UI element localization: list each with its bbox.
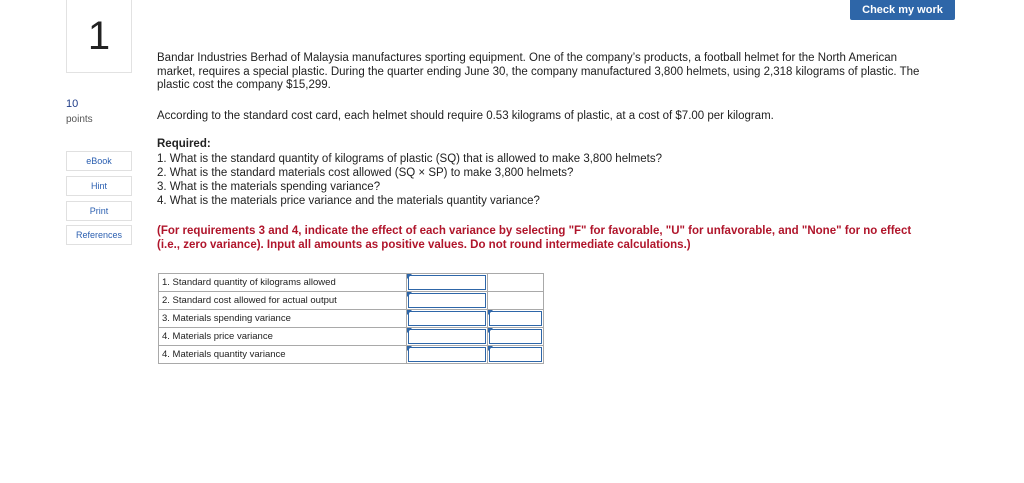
row-label: 4. Materials quantity variance: [159, 346, 407, 364]
empty-cell: [488, 292, 544, 310]
amount-input-4a[interactable]: [407, 328, 488, 346]
table-row: [159, 274, 544, 292]
input-flag-icon: [407, 274, 412, 279]
hint-button[interactable]: Hint: [66, 176, 132, 196]
points-label: points: [66, 114, 93, 125]
table-row: [159, 346, 544, 364]
effect-select-3[interactable]: [488, 310, 544, 328]
answer-table: [158, 273, 544, 364]
empty-cell: [488, 274, 544, 292]
check-my-work-button[interactable]: Check my work: [850, 0, 955, 20]
effect-select-4b[interactable]: [488, 346, 544, 364]
requirements-list: [157, 152, 662, 208]
problem-paragraph-2: According to the standard cost card, each helmet should require 0.53 kilograms of plastic, at a cost of $7.00 per kilogram.: [157, 110, 774, 122]
required-heading: Required:: [157, 138, 211, 150]
dropdown-flag-icon: [488, 310, 493, 315]
requirement-item: 1. What is the standard quantity of kilograms of plastic (SQ) that is allowed to make 3,800 helmets?: [157, 153, 662, 165]
problem-paragraph-1: Bandar Industries Berhad of Malaysia manufactures sporting equipment. One of the company’s products, a football helmet for the North American market, requires a special plastic. During the quarter ending June 30, the company manufactured 3,800 helmets, using 2,318 kilograms of plastic. The plastic cost the company $15,299.: [157, 52, 920, 91]
requirement-item: 2. What is the standard materials cost allowed (SQ × SP) to make 3,800 helmets?: [157, 167, 574, 179]
question-number: 1: [87, 13, 111, 58]
problem-text: [157, 52, 927, 93]
dropdown-flag-icon: [488, 346, 493, 351]
input-flag-icon: [407, 292, 412, 297]
input-flag-icon: [407, 346, 412, 351]
requirement-item: 4. What is the materials price variance and the materials quantity variance?: [157, 195, 540, 207]
amount-input-2[interactable]: [407, 292, 488, 310]
row-label: 2. Standard cost allowed for actual output: [159, 292, 407, 310]
instructions-note: (For requirements 3 and 4, indicate the effect of each variance by selecting "F" for favorable, "U" for unfavorable, and "None" for no effect (i.e., zero variance). Input all amounts as positive values. Do not round intermediate calculations.): [157, 225, 912, 251]
amount-input-3[interactable]: [407, 310, 488, 328]
amount-input-4b[interactable]: [407, 346, 488, 364]
requirement-item: 3. What is the materials spending variance?: [157, 181, 381, 193]
row-label: 3. Materials spending variance: [159, 310, 407, 328]
table-row: [159, 328, 544, 346]
amount-input-1[interactable]: [407, 274, 488, 292]
points-value: 10: [66, 98, 79, 110]
table-row: [159, 310, 544, 328]
ebook-button[interactable]: eBook: [66, 151, 132, 171]
input-flag-icon: [407, 328, 412, 333]
row-label: 4. Materials price variance: [159, 328, 407, 346]
question-number-box: [66, 0, 132, 73]
references-button[interactable]: References: [66, 225, 132, 245]
input-flag-icon: [407, 310, 412, 315]
table-row: [159, 292, 544, 310]
dropdown-flag-icon: [488, 328, 493, 333]
effect-select-4a[interactable]: [488, 328, 544, 346]
print-button[interactable]: Print: [66, 201, 132, 221]
row-label: 1. Standard quantity of kilograms allowed: [159, 274, 407, 292]
